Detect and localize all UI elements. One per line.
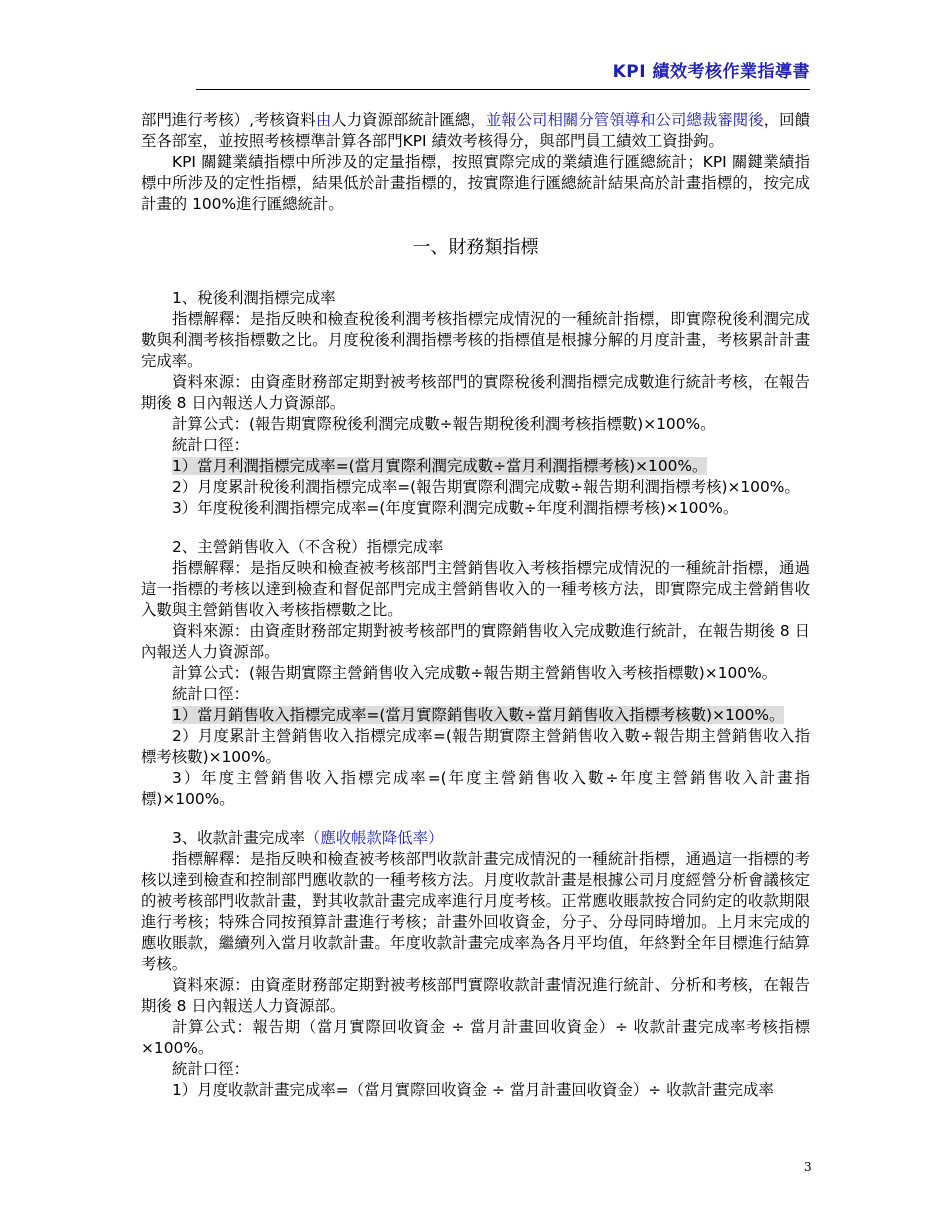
- item2-scope-1-text: 1）當月銷售收入指標完成率=(當月實際銷售收入數÷當月銷售收入指標考核數)×100%。: [172, 706, 785, 724]
- item2-source: 資料來源：由資產財務部定期對被考核部門的實際銷售收入完成數進行統計，在報告期後 8 日內報送人力資源部。: [141, 622, 810, 661]
- item1-definition: 指標解釋：是指反映和檢查稅後利潤考核指標完成情況的一種統計指標，即實際稅後利潤完成數與利潤考核指標數之比。月度稅後利潤指標考核的指標值是根據分解的月度計畫，考核累計計畫完成率。: [141, 310, 810, 370]
- item3-scope-1: 1）月度收款計畫完成率=（當月實際回收資金 ÷ 當月計畫回收資金）÷ 收款計畫完成率: [172, 1081, 774, 1099]
- intro-paragraph-1: [141, 110, 810, 152]
- item1-scope-3: 3）年度稅後利潤指標完成率=(年度實際利潤完成數÷年度利潤指標考核)×100%。: [172, 499, 739, 517]
- intro-paragraph-2: KPI 關鍵業績指標中所涉及的定量指標，按照實際完成的業績進行匯總統計；KPI 關鍵業績指標中所涉及的定性指標，結果低於計畫指標的，按實際進行匯總統計結果高於計畫指標的，按完成計畫的 100%進行匯總統計。: [141, 153, 810, 213]
- item1-scope-1-text: 1）當月利潤指標完成率=(當月實際利潤完成數÷當月利潤指標考核)×100%。: [172, 457, 708, 475]
- item2-title: 2、主營銷售收入（不含稅）指標完成率: [172, 538, 444, 556]
- item3-formula: 計算公式：報告期（當月實際回收資金 ÷ 當月計畫回收資金）÷ 收款計畫完成率考核指標×100%。: [141, 1018, 810, 1057]
- spacer: [141, 810, 810, 828]
- header-rule: [196, 89, 810, 90]
- document-header-title: KPI 績效考核作業指導書: [612, 62, 810, 82]
- intro-text: ，回饋至各部室，並按照考核標準計算各部門KPI 績效考核得分，與部門員工績效工資掛鉤。: [141, 111, 810, 150]
- item2-definition: 指標解釋：是指反映和檢查被考核部門主營銷售收入考核指標完成情況的一種統計指標，通過這一指標的考核以達到檢查和督促部門完成主營銷售收入的一種考核方法，即實際完成主營銷售收入數與主營銷售收入考核指標數之比。: [141, 559, 810, 619]
- item1-source: 資料來源：由資產財務部定期對被考核部門的實際稅後利潤指標完成數進行統計考核，在報告期後 8 日內報送人力資源部。: [141, 373, 810, 412]
- item3-source: 資料來源：由資產財務部定期對被考核部門實際收款計畫情況進行統計、分析和考核，在報告期後 8 日內報送人力資源部。: [141, 976, 810, 1015]
- item1-scope-2: 2）月度累計稅後利潤指標完成率=(報告期實際利潤完成數÷報告期利潤指標考核)×100%。: [172, 478, 800, 496]
- item1-title: 1、稅後利潤指標完成率: [172, 289, 336, 307]
- item3-title-text: 3、收款計畫完成率: [172, 829, 305, 847]
- item2-scope-1: [141, 705, 810, 726]
- item2-formula: 計算公式：(報告期實際主營銷售收入完成數÷報告期主營銷售收入考核指標數)×100%。: [172, 664, 778, 682]
- item1-formula: 計算公式：(報告期實際稅後利潤完成數÷報告期稅後利潤考核指標數)×100%。: [172, 415, 716, 433]
- item1-scope-1: [141, 456, 810, 477]
- spacer: [141, 519, 810, 537]
- item3-scope-label: 統計口徑：: [172, 1060, 249, 1078]
- intro-text: 部門進行考核）,考核資料: [141, 111, 316, 129]
- item2-scope-3: 3）年度主營銷售收入指標完成率=(年度主營銷售收入數÷年度主營銷售收入計畫指標)×100%。: [141, 769, 810, 808]
- intro-text-blue: ，並報公司相關分管領導和公司總裁審閱後: [470, 111, 764, 129]
- item1-scope-label: 統計口徑：: [172, 436, 249, 454]
- section-title: 一、財務類指標: [412, 237, 539, 258]
- item2-scope-label: 統計口徑：: [172, 685, 249, 703]
- intro-text-blue: 由: [315, 111, 332, 129]
- item3-title: [141, 828, 810, 849]
- item3-title-note: （應收帳款降低率）: [304, 829, 444, 847]
- document-body: [141, 110, 810, 1101]
- item3-definition: 指標解釋：是指反映和檢查被考核部門收款計畫完成情況的一種統計指標，通過這一指標的考核以達到檢查和控制部門應收款的一種考核方法。月度收款計畫是根據公司月度經營分析會議核定的被考核部門收款計畫，對其收款計畫完成率進行月度考核。正常應收賬款按合同約定的收款期限進行考核；特殊合同按預算計畫進行考核；計畫外回收資金，分子、分母同時增加。上月末完成的應收賬款，繼續列入當月收款計畫。年度收款計畫完成率為各月平均值，年終對全年目標進行結算考核。: [141, 850, 810, 973]
- intro-text: 人力資源部統計匯總: [331, 111, 471, 129]
- item2-scope-2: 2）月度累計主營銷售收入指標完成率=(報告期實際主營銷售收入數÷報告期主營銷售收入指標考核數)×100%。: [141, 727, 810, 766]
- page-number: 3: [804, 1160, 812, 1174]
